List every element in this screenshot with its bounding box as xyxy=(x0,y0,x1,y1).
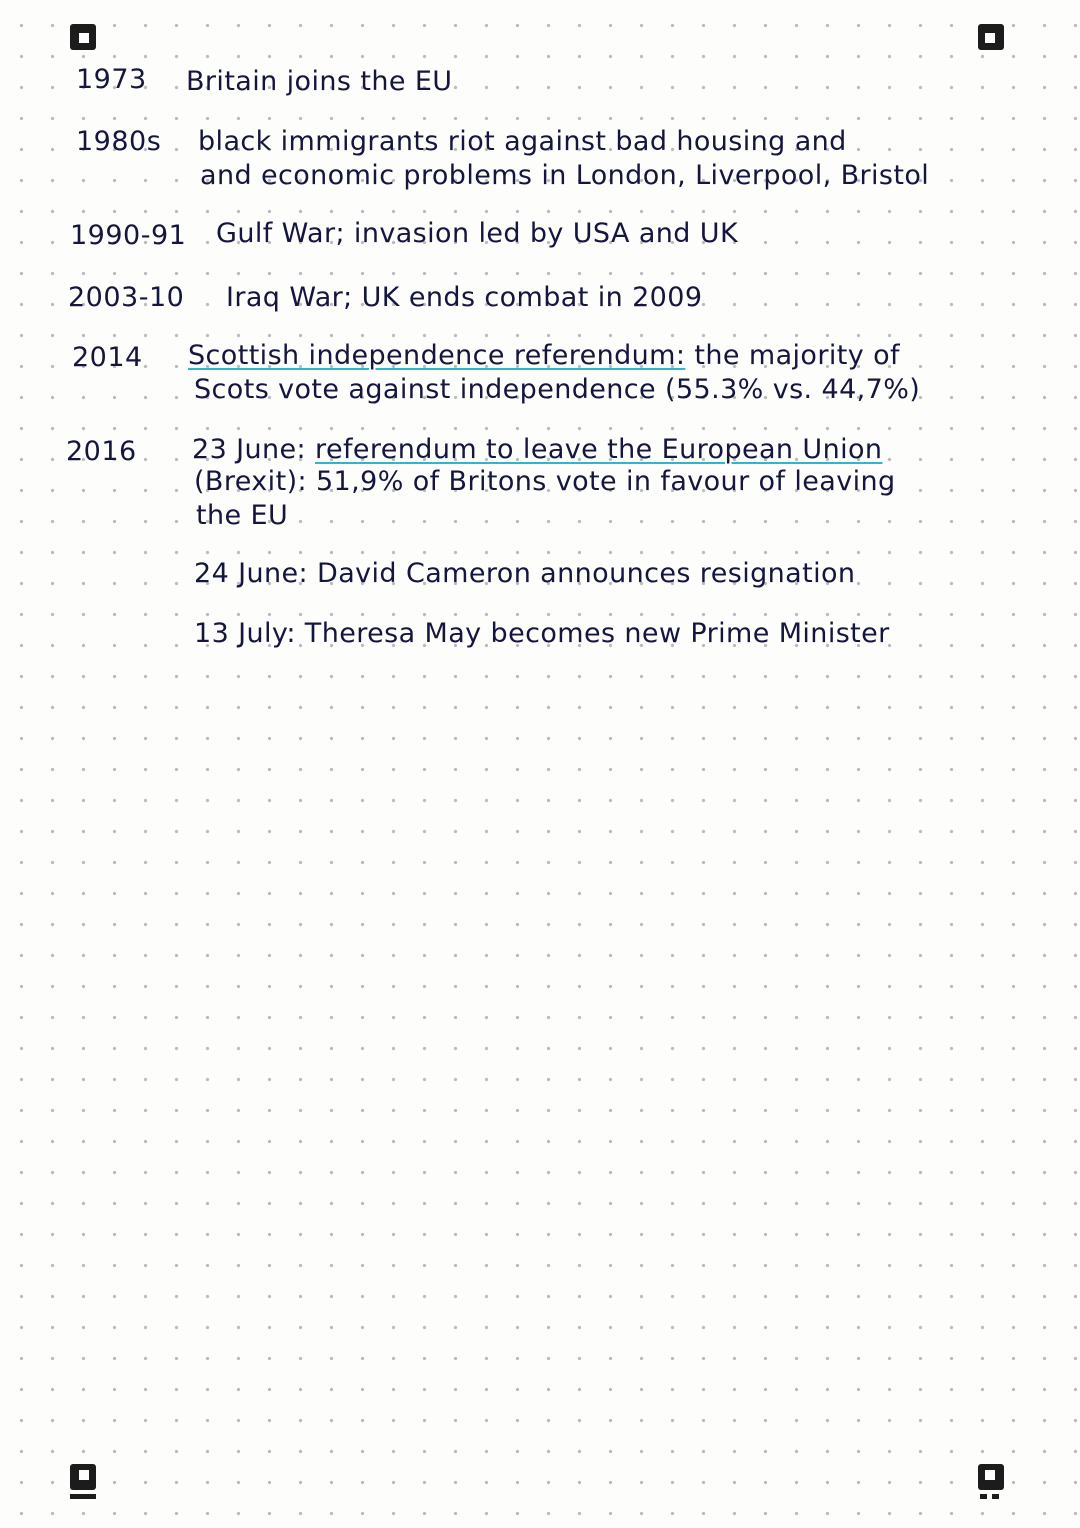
page-corner-marker-icon xyxy=(70,1464,96,1490)
entry-2016-date: 23 June: xyxy=(192,434,307,465)
year-1980s: 1980s xyxy=(76,126,162,157)
subentry-13-july: 13 July: Theresa May becomes new Prime Minister xyxy=(194,618,890,649)
year-1973: 1973 xyxy=(76,64,147,95)
year-1990-91: 1990-91 xyxy=(70,220,187,251)
page-corner-marker-icon xyxy=(978,1464,1004,1490)
entry-1980s-line-1: black immigrants riot against bad housing and xyxy=(198,126,847,157)
entry-2016-line-3: the EU xyxy=(196,500,289,531)
subentry-24-june: 24 June: David Cameron announces resignation xyxy=(194,558,856,589)
page-corner-marker-icon xyxy=(70,24,96,50)
entry-2016-underlined-heading: referendum to leave the European Union xyxy=(315,434,883,465)
year-2014: 2014 xyxy=(72,342,143,373)
year-2016: 2016 xyxy=(66,436,137,467)
entry-1973-text: Britain joins the EU xyxy=(186,66,453,97)
year-2003-10: 2003-10 xyxy=(68,282,185,313)
entry-2014-line-2: Scots vote against independence (55.3% vs. 44,7%) xyxy=(194,374,921,405)
entry-2014-underlined-heading: Scottish independence referendum: xyxy=(188,340,686,371)
entry-2014-line-1 xyxy=(188,340,900,371)
entry-2016-line-1 xyxy=(192,434,882,465)
page-corner-marker-icon xyxy=(978,24,1004,50)
entry-2016-line-2: (Brexit): 51,9% of Britons vote in favour of leaving xyxy=(194,466,896,497)
entry-1980s-line-2: and economic problems in London, Liverpool, Bristol xyxy=(200,160,930,191)
entry-2014-line-1-rest: the majority of xyxy=(685,340,900,371)
entry-2003-10-text: Iraq War; UK ends combat in 2009 xyxy=(226,282,703,313)
entry-1990-91-text: Gulf War; invasion led by USA and UK xyxy=(216,218,739,249)
